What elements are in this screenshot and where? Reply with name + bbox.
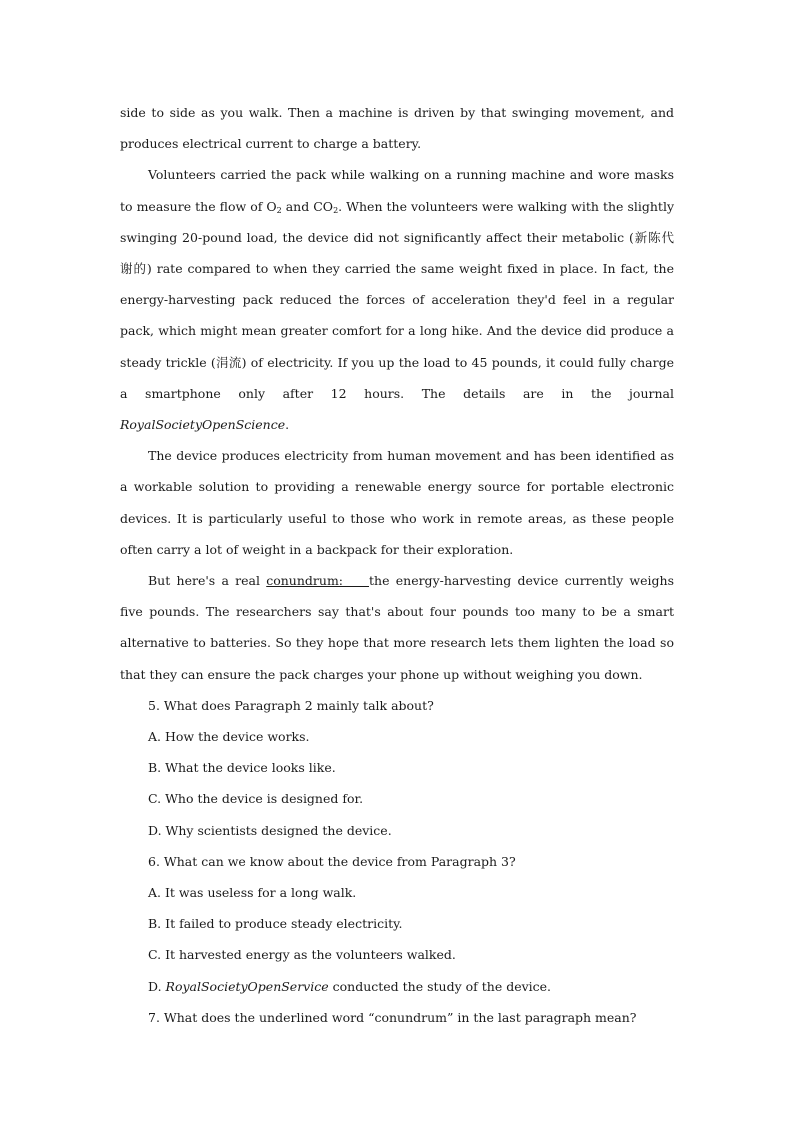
paragraph-3: The device produces electricity from human movement and has been identified as a workable solution to providing a renewable energy source for portable electronic devices. It is particularly useful to those who work in remote areas, as these people often carry a lot of weight in a backpack for their exploration. [120, 448, 674, 557]
document-page [120, 97, 674, 1033]
option-d-journal: RoyalSocietyOpenService [165, 978, 329, 994]
paragraph-2-text-a: Volunteers carried the pack while walking on a running machine and wore masks to measure the flow of O [120, 167, 674, 214]
question-7: 7. What does the underlined word “conundrum” in the last paragraph mean? [148, 1009, 637, 1025]
paragraph-2 [120, 159, 674, 440]
subscript-co2: 2 [333, 205, 339, 215]
paragraph-4-text-a: But here's a real [148, 573, 267, 589]
question-6-option-b: B. It failed to produce steady electricity. [148, 916, 403, 932]
question-6: 6. What can we know about the device from Paragraph 3? [148, 853, 516, 869]
underline-blank [343, 572, 369, 587]
question-5-option-a: A. How the device works. [148, 729, 310, 745]
paragraph-2-text-b: and CO [281, 198, 334, 214]
option-d-prefix: D. [148, 978, 166, 994]
question-5: 5. What does Paragraph 2 mainly talk about? [148, 697, 434, 713]
question-5-option-d: D. Why scientists designed the device. [148, 822, 392, 838]
journal-name: RoyalSocietyOpenScience [120, 417, 286, 433]
paragraph-2-end: . [285, 417, 290, 433]
option-d-rest: conducted the study of the device. [328, 978, 552, 994]
subscript-o2: 2 [276, 205, 282, 215]
paragraph-4-text-b: the energy-harvesting device currently weighs five pounds. The researchers say that's about four pounds too many to be a smart alternative to batteries. So they hope that more research lets them lighten the load so that they can ensure the pack charges your phone up without weighing you down. [120, 573, 674, 682]
question-6-option-a: A. It was useless for a long walk. [148, 885, 357, 901]
underlined-word: conundrum: [266, 573, 344, 589]
question-6-option-d [120, 971, 674, 1002]
question-5-option-b: B. What the device looks like. [148, 760, 336, 776]
paragraph-4 [120, 565, 674, 690]
question-5-option-c: C. Who the device is designed for. [148, 791, 364, 807]
paragraph-1: side to side as you walk. Then a machine is driven by that swinging movement, and produces electrical current to charge a battery. [120, 105, 674, 152]
question-6-option-c: C. It harvested energy as the volunteers walked. [148, 947, 456, 963]
paragraph-2-text-c: . When the volunteers were walking with the slightly swinging 20-pound load, the device did not significantly affect their metabolic (新陈代谢的) rate compared to when they carried the same weight fixed in place. In fact, the energy-harvesting pack reduced the forces of acceleration they'd feel in a regular pack, which might mean greater comfort for a long hike. And the device did produce a steady trickle (涓流) of electricity. If you up the load to 45 pounds, it could fully charge a smartphone only after 12 hours. The details are in the journal [120, 198, 675, 401]
